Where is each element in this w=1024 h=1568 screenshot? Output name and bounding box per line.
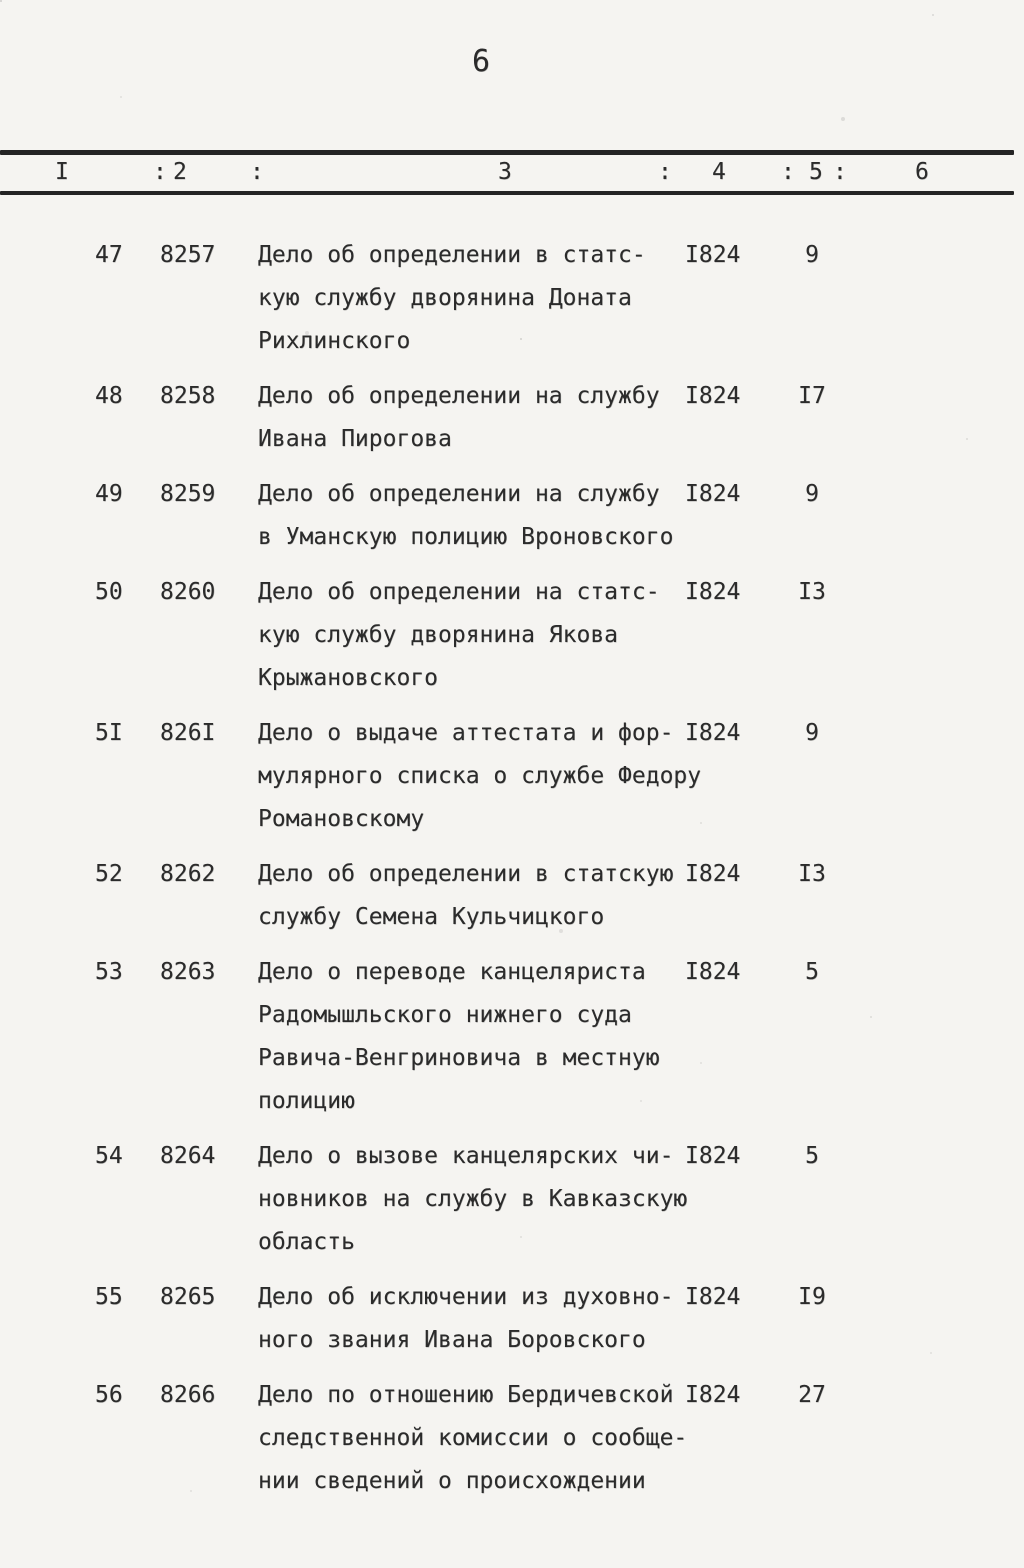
- year-cell: I824: [685, 1284, 741, 1310]
- case-title-cell: [258, 1135, 758, 1264]
- case-title-line: Радомышльского нижнего суда: [258, 1002, 632, 1028]
- case-title-line: Дело об определении в статс-: [258, 242, 646, 268]
- case-title-line: Дело об определении на статс-: [258, 579, 660, 605]
- case-title-line: нии сведений о происхождении: [258, 1468, 646, 1494]
- paper-noise: [0, 0, 2, 2]
- year-cell: I824: [685, 1143, 741, 1169]
- case-title-cell: [258, 234, 758, 363]
- colon-separator: :: [781, 159, 795, 185]
- row-number-cell: 50: [95, 579, 123, 605]
- file-number-cell: 8257: [160, 242, 216, 268]
- row-number-cell: 52: [95, 861, 123, 887]
- case-title-line: Дело по отношению Бердичевской: [258, 1382, 674, 1408]
- case-title-cell: [258, 473, 758, 559]
- case-title-line: Равича-Венгриновича в местную: [258, 1045, 660, 1071]
- case-title-line: Дело о переводе канцеляриста: [258, 959, 646, 985]
- file-number-cell: 8265: [160, 1284, 216, 1310]
- case-title-line: Дело об определении на службу: [258, 383, 660, 409]
- case-title-line: Рихлинского: [258, 328, 411, 354]
- sheet-count-cell: 27: [798, 1382, 826, 1408]
- table-row: [0, 951, 1024, 1123]
- sheet-count-cell: I3: [798, 579, 826, 605]
- case-title-cell: [258, 853, 758, 939]
- case-title-cell: [258, 712, 758, 841]
- sheet-count-cell: I3: [798, 861, 826, 887]
- table-row: [0, 375, 1024, 461]
- case-title-cell: [258, 375, 758, 461]
- case-title-line: полицию: [258, 1088, 355, 1114]
- case-title-line: область: [258, 1229, 355, 1255]
- sheet-count-cell: I7: [798, 383, 826, 409]
- case-title-line: кую службу дворянина Доната: [258, 285, 632, 311]
- file-number-cell: 8263: [160, 959, 216, 985]
- case-title-line: Дело об определении на службу: [258, 481, 660, 507]
- case-title-cell: [258, 571, 758, 700]
- sheet-count-cell: 9: [805, 481, 819, 507]
- page-number: 6: [472, 44, 492, 79]
- case-title-line: следственной комиссии о сообще-: [258, 1425, 688, 1451]
- col-header-6: 6: [915, 159, 929, 185]
- year-cell: I824: [685, 383, 741, 409]
- colon-separator: :: [250, 159, 264, 185]
- row-number-cell: 53: [95, 959, 123, 985]
- sheet-count-cell: 5: [805, 1143, 819, 1169]
- case-title-line: в Уманскую полицию Вроновского: [258, 524, 674, 550]
- case-title-line: Дело об исключении из духовно-: [258, 1284, 674, 1310]
- sheet-count-cell: I9: [798, 1284, 826, 1310]
- table-row: [0, 571, 1024, 700]
- colon-separator: :: [153, 159, 167, 185]
- table-row: [0, 1374, 1024, 1503]
- colon-separator: :: [658, 159, 672, 185]
- row-number-cell: 47: [95, 242, 123, 268]
- case-title-line: службу Семена Кульчицкого: [258, 904, 605, 930]
- file-number-cell: 8266: [160, 1382, 216, 1408]
- row-number-cell: 55: [95, 1284, 123, 1310]
- case-title-line: ного звания Ивана Боровского: [258, 1327, 646, 1353]
- row-number-cell: 56: [95, 1382, 123, 1408]
- year-cell: I824: [685, 861, 741, 887]
- colon-separator: :: [833, 159, 847, 185]
- case-title-line: кую службу дворянина Якова: [258, 622, 619, 648]
- sheet-count-cell: 9: [805, 720, 819, 746]
- table-row: [0, 712, 1024, 841]
- table-row: [0, 473, 1024, 559]
- col-header-3: 3: [498, 159, 512, 185]
- case-title-line: Дело о выдаче аттестата и фор-: [258, 720, 674, 746]
- case-title-line: Крыжановского: [258, 665, 439, 691]
- sheet-count-cell: 5: [805, 959, 819, 985]
- case-title-line: новников на службу в Кавказскую: [258, 1186, 688, 1212]
- col-header-1: I: [55, 159, 69, 185]
- case-title-cell: [258, 1276, 758, 1362]
- table-row: [0, 1135, 1024, 1264]
- header-rule-top: [0, 150, 1014, 155]
- file-number-cell: 8259: [160, 481, 216, 507]
- row-number-cell: 5I: [95, 720, 123, 746]
- table-row: [0, 1276, 1024, 1362]
- year-cell: I824: [685, 1382, 741, 1408]
- file-number-cell: 8260: [160, 579, 216, 605]
- case-title-line: Дело о вызове канцелярских чи-: [258, 1143, 674, 1169]
- row-number-cell: 49: [95, 481, 123, 507]
- year-cell: I824: [685, 481, 741, 507]
- case-title-line: мулярного списка о службе Федору: [258, 763, 702, 789]
- table-row: [0, 853, 1024, 939]
- year-cell: I824: [685, 720, 741, 746]
- header-rule-bottom: [0, 191, 1014, 195]
- file-number-cell: 8262: [160, 861, 216, 887]
- year-cell: I824: [685, 959, 741, 985]
- year-cell: I824: [685, 579, 741, 605]
- col-header-2: 2: [173, 159, 187, 185]
- year-cell: I824: [685, 242, 741, 268]
- table-body: [0, 234, 1024, 1515]
- case-title-line: Ивана Пирогова: [258, 426, 452, 452]
- file-number-cell: 826I: [160, 720, 216, 746]
- table-row: [0, 234, 1024, 363]
- case-title-line: Дело об определении в статскую: [258, 861, 674, 887]
- case-title-cell: [258, 951, 758, 1123]
- file-number-cell: 8258: [160, 383, 216, 409]
- case-title-line: Романовскому: [258, 806, 425, 832]
- file-number-cell: 8264: [160, 1143, 216, 1169]
- col-header-5: 5: [809, 159, 823, 185]
- row-number-cell: 54: [95, 1143, 123, 1169]
- col-header-4: 4: [712, 159, 726, 185]
- sheet-count-cell: 9: [805, 242, 819, 268]
- row-number-cell: 48: [95, 383, 123, 409]
- case-title-cell: [258, 1374, 758, 1503]
